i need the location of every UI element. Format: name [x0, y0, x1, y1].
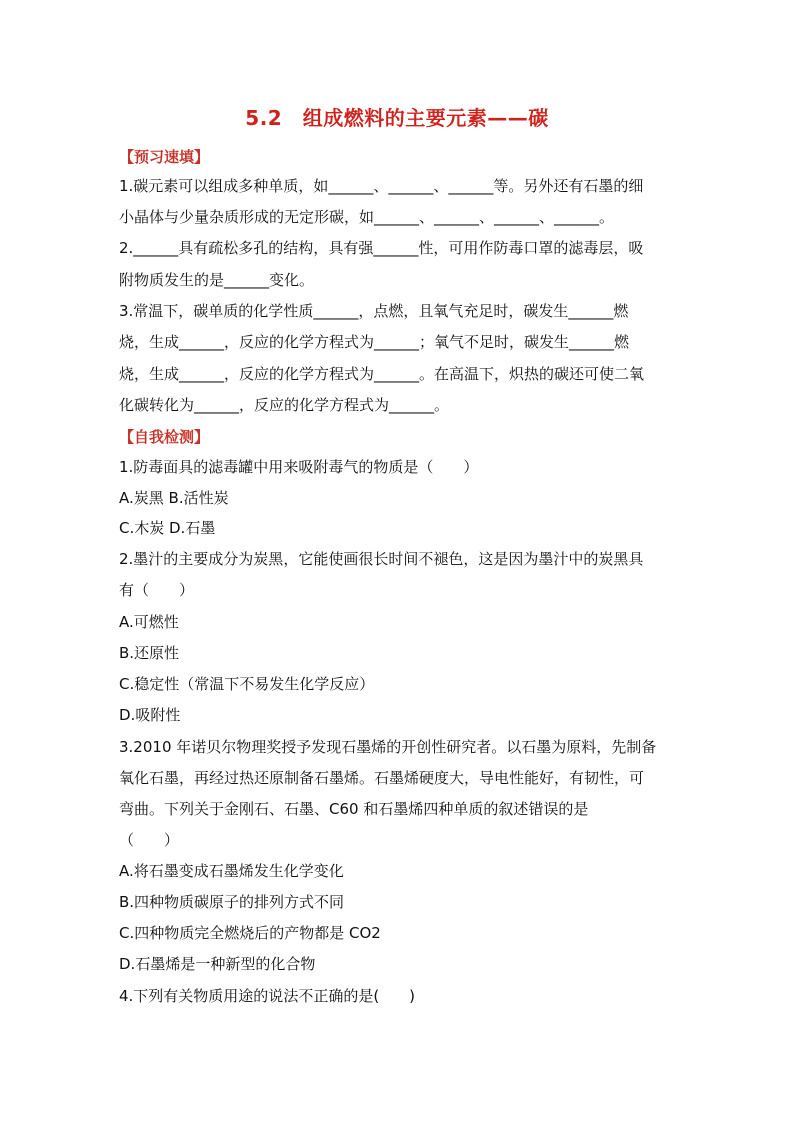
text-line: 2.______具有疏松多孔的结构，具有强______性，可用作防毒口罩的滤毒层，吸	[119, 239, 644, 257]
option-line: A.将石墨变成石墨烯发生化学变化	[119, 862, 344, 880]
question-line: （ ）	[119, 831, 180, 849]
option-line: C.四种物质完全燃烧后的产物都是 CO2	[119, 924, 381, 942]
option-line: B.还原性	[119, 644, 180, 662]
option-line: D.石墨烯是一种新型的化合物	[119, 955, 316, 973]
question-line: 氧化石墨，再经过热还原制备石墨烯。石墨烯硬度大，导电性能好，有韧性，可	[119, 769, 645, 787]
question-line: 有（ ）	[119, 581, 195, 599]
question-line: 1.防毒面具的滤毒罐中用来吸附毒气的物质是（ ）	[119, 458, 479, 476]
text-line: 化碳转化为______，反应的化学方程式为______。	[119, 396, 450, 414]
question-line: 2.墨汁的主要成分为炭黑，它能使画很长时间不褪色，这是因为墨汁中的炭黑具	[119, 550, 644, 568]
option-line: C.木炭 D.石墨	[119, 519, 216, 537]
text-line: 1.碳元素可以组成多种单质，如______、______、______等。另外还有石墨的细	[119, 177, 644, 195]
option-line: B.四种物质碳原子的排列方式不同	[119, 893, 345, 911]
section-heading-preview: 【预习速填】	[119, 148, 210, 166]
text-line: 小晶体与少量杂质形成的无定形碳，如______、______、______、______。	[119, 208, 615, 226]
option-line: C.稳定性（常温下不易发生化学反应）	[119, 675, 375, 693]
option-line: A.可燃性	[119, 613, 179, 631]
text-line: 3.常温下，碳单质的化学性质______，点燃，且氧气充足时，碳发生______燃	[119, 302, 629, 320]
section-heading-self-check: 【自我检测】	[119, 428, 210, 446]
option-line: D.吸附性	[119, 706, 181, 724]
text-line: 烧，生成______，反应的化学方程式为______；氧气不足时，碳发生______燃	[119, 333, 630, 351]
option-line: A.炭黑 B.活性炭	[119, 489, 229, 507]
question-line: 3.2010 年诺贝尔物理奖授予发现石墨烯的开创性研究者。以石墨为原料，先制备	[119, 738, 657, 756]
text-line: 附物质发生的是______变化。	[119, 271, 315, 289]
text-line: 烧，生成______，反应的化学方程式为______。在高温下，炽热的碳还可使二氧	[119, 365, 645, 383]
page-title: 5.2 组成燃料的主要元素——碳	[245, 106, 549, 130]
question-line: 4.下列有关物质用途的说法不正确的是( )	[119, 987, 416, 1005]
question-line: 弯曲。下列关于金刚石、石墨、C60 和石墨烯四种单质的叙述错误的是	[119, 800, 589, 818]
